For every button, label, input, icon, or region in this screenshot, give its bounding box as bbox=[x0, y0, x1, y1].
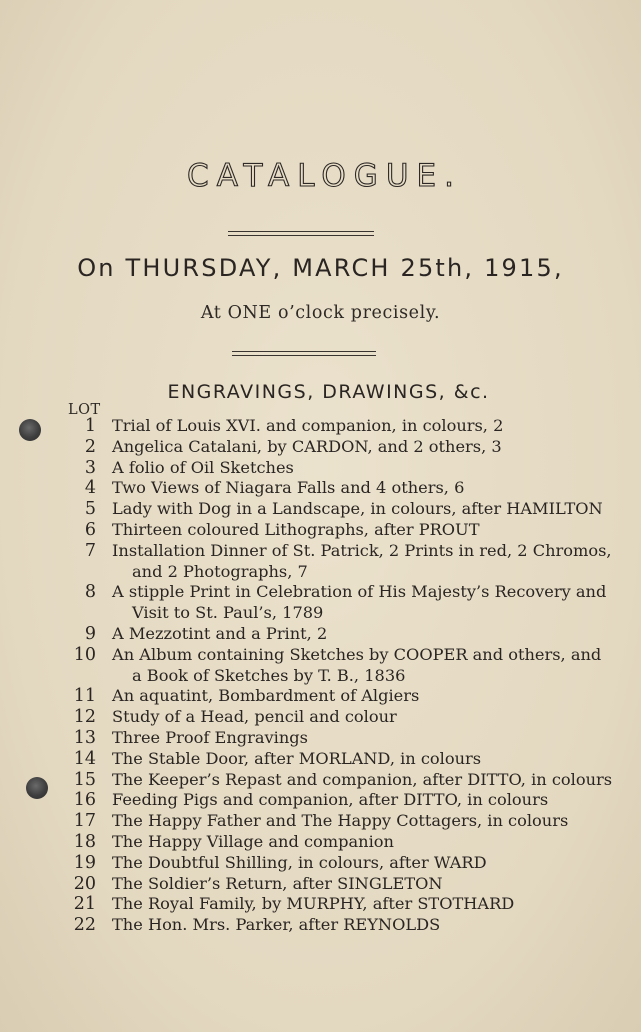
lot-number: 16 bbox=[73, 790, 96, 811]
lot-row bbox=[60, 790, 635, 811]
lot-description: Study of a Head, pencil and colour bbox=[112, 707, 397, 727]
lot-description: Installation Dinner of St. Patrick, 2 Prints in red, 2 Chromos, bbox=[112, 540, 612, 560]
lot-description: The Stable Door, after MORLAND, in colours bbox=[112, 748, 482, 768]
lot-row bbox=[60, 624, 635, 645]
lot-number: 21 bbox=[73, 894, 96, 915]
lot-number: 6 bbox=[84, 519, 96, 540]
lot-row bbox=[60, 874, 635, 895]
lot-number: 1 bbox=[84, 416, 96, 436]
lot-number: 8 bbox=[84, 582, 96, 603]
lot-number: 4 bbox=[84, 478, 96, 499]
lot-column-label: LOT bbox=[68, 402, 101, 418]
lot-row bbox=[60, 478, 635, 499]
lot-number: 19 bbox=[73, 852, 96, 873]
lot-row bbox=[60, 541, 635, 583]
lot-description: The Happy Village and companion bbox=[112, 831, 394, 851]
lot-number: 5 bbox=[84, 499, 96, 520]
lot-number: 11 bbox=[73, 686, 96, 707]
lot-row bbox=[60, 853, 635, 874]
lot-description: A stipple Print in Celebration of His Majesty’s Recovery and bbox=[112, 582, 607, 602]
lot-number: 22 bbox=[73, 915, 96, 936]
lot-number: 2 bbox=[84, 436, 96, 457]
lot-row bbox=[60, 707, 635, 728]
lot-description-continued: Visit to St. Paul’s, 1789 bbox=[132, 603, 324, 623]
lot-row bbox=[60, 749, 635, 770]
lot-row bbox=[60, 811, 635, 832]
sale-date: On THURSDAY, MARCH 25th, 1915, bbox=[77, 254, 564, 282]
lot-number: 20 bbox=[73, 873, 96, 894]
lot-number: 12 bbox=[73, 707, 96, 728]
lot-description: Two Views of Niagara Falls and 4 others, 6 bbox=[112, 478, 465, 498]
lot-description-continued: a Book of Sketches by T. B., 1836 bbox=[132, 665, 406, 685]
lot-row bbox=[60, 728, 635, 749]
lot-row bbox=[60, 645, 635, 687]
lot-row bbox=[60, 832, 635, 853]
lot-row bbox=[60, 915, 635, 936]
lot-row bbox=[60, 416, 635, 437]
catalogue-title: CATALOGUE. bbox=[187, 158, 462, 194]
lot-number: 10 bbox=[73, 644, 96, 665]
lot-row bbox=[60, 582, 635, 624]
lot-description: A folio of Oil Sketches bbox=[112, 457, 294, 477]
sale-time: At ONE o’clock precisely. bbox=[200, 303, 441, 323]
lot-description: The Soldier’s Return, after SINGLETON bbox=[112, 873, 443, 893]
lot-description: Angelica Catalani, by CARDON, and 2 others, 3 bbox=[112, 436, 502, 456]
lot-description: The Keeper’s Repast and companion, after DITTO, in colours bbox=[112, 769, 613, 789]
lot-row bbox=[60, 770, 635, 791]
lot-description: Feeding Pigs and companion, after DITTO, in colours bbox=[112, 790, 549, 810]
lot-description: An Album containing Sketches by COOPER and others, and bbox=[112, 644, 602, 664]
punch-hole bbox=[26, 777, 48, 799]
lot-number: 13 bbox=[73, 727, 96, 748]
lot-row bbox=[60, 437, 635, 458]
lot-number: 14 bbox=[73, 748, 96, 769]
lot-number: 18 bbox=[73, 831, 96, 852]
lot-description: The Doubtful Shilling, in colours, after WARD bbox=[112, 852, 487, 872]
lot-description: Trial of Louis XVI. and companion, in colours, 2 bbox=[112, 416, 504, 435]
lot-description: An aquatint, Bombardment of Algiers bbox=[112, 686, 420, 706]
lot-number: 17 bbox=[73, 811, 96, 832]
punch-hole bbox=[19, 419, 41, 441]
lot-number: 7 bbox=[84, 540, 96, 561]
lot-number: 3 bbox=[84, 457, 96, 478]
lot-row bbox=[60, 894, 635, 915]
lot-list bbox=[60, 416, 635, 936]
title-rule bbox=[228, 231, 374, 236]
lot-row bbox=[60, 686, 635, 707]
section-heading: ENGRAVINGS, DRAWINGS, &c. bbox=[167, 381, 490, 403]
lot-number: 9 bbox=[84, 623, 96, 644]
lot-description: A Mezzotint and a Print, 2 bbox=[112, 623, 328, 643]
lot-row bbox=[60, 499, 635, 520]
section-rule bbox=[232, 351, 376, 356]
lot-row bbox=[60, 458, 635, 479]
lot-description: Thirteen coloured Lithographs, after PROUT bbox=[112, 519, 480, 539]
lot-description: Three Proof Engravings bbox=[112, 727, 308, 747]
lot-description: The Happy Father and The Happy Cottagers, in colours bbox=[112, 811, 569, 831]
lot-number: 15 bbox=[73, 769, 96, 790]
lot-description: The Hon. Mrs. Parker, after REYNOLDS bbox=[112, 915, 441, 935]
lot-description: The Royal Family, by MURPHY, after STOTHARD bbox=[112, 894, 515, 914]
lot-row bbox=[60, 520, 635, 541]
lot-description-continued: and 2 Photographs, 7 bbox=[132, 561, 308, 581]
lot-description: Lady with Dog in a Landscape, in colours, after HAMILTON bbox=[112, 499, 603, 519]
